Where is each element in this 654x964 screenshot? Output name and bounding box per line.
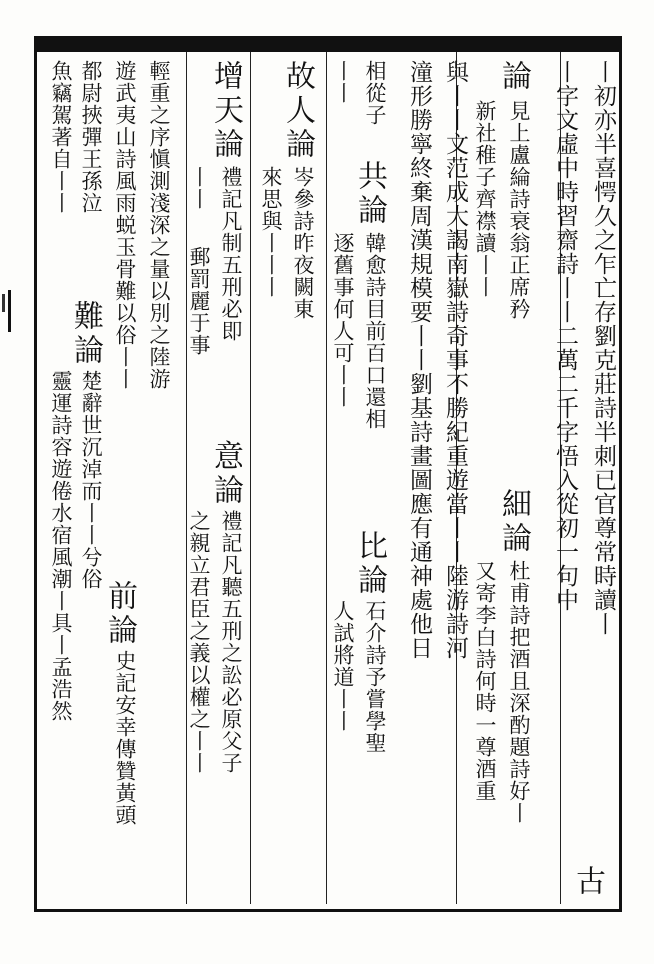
column-heading: 前論	[102, 580, 137, 648]
column-heading: 意論	[208, 440, 243, 508]
column-line: 都尉挾彈王孫泣	[79, 60, 103, 214]
column-heading: 比論	[352, 530, 387, 598]
binding-mark-bar	[8, 290, 11, 332]
column-heading: 論	[496, 60, 531, 94]
text-column-10	[246, 60, 292, 900]
column-line: 魚竊駕著自丨丨	[49, 60, 73, 214]
column-heading: 難論	[68, 300, 103, 368]
column-heading: 增天論	[208, 60, 243, 162]
column-line: 與丨丨文范成大謁南嶽詩奇事不勝紀重遊當丨丨陸游詩河	[442, 60, 468, 660]
column-line: 之親立君臣之義以權之丨丨	[187, 510, 211, 774]
column-line: 見上盧綸詩衰翁正席矜	[507, 100, 531, 320]
text-column-12	[174, 60, 220, 900]
column-line: 丨字文虛中時習齋詩丨丨二萬二千字悟入從初一句中	[552, 60, 578, 612]
column-line: 丨丨	[187, 166, 211, 210]
column-heading: 共論	[352, 160, 387, 228]
column-line: 輕重之序愼測淺深之量以別之陸游	[147, 60, 171, 390]
binding-mark	[0, 290, 30, 350]
column-line: 史記安幸傳贊黃頭	[113, 650, 137, 826]
column-heading: 細論	[496, 488, 531, 556]
column-line: 杜甫詩把酒且深酌題詩好丨	[507, 560, 531, 824]
column-line: 禮記凡聽五刑之訟必原父子	[219, 510, 243, 774]
top-black-rule	[34, 36, 619, 52]
column-line: 又寄李白詩何時一尊酒重	[473, 560, 497, 802]
column-line: 楚辭世沉淖而丨丨兮俗	[79, 370, 103, 590]
column-line: 丨丨	[331, 60, 355, 104]
column-line: 潼形勝寧終棄周漢規模要丨丨劉基詩畫圖應有通神處他日	[406, 60, 432, 660]
column-line: 禮記凡制五刑必即	[219, 166, 243, 342]
column-line: 人試將道丨丨	[331, 600, 355, 732]
text-column-16	[36, 60, 82, 900]
column-line: 石介詩予嘗學聖	[363, 600, 387, 754]
column-line: 韓愈詩目前百口還相	[363, 232, 387, 430]
column-line: 郵罰麗于事	[187, 246, 211, 356]
column-line: 相從子	[363, 60, 387, 126]
column-line: 新社稚子齊襟讀丨丨	[473, 100, 497, 298]
column-line: 岑參詩昨夜闕東	[291, 166, 315, 320]
text-column-8	[318, 60, 364, 900]
column-line-emphasis: 古	[570, 865, 605, 899]
column-heading: 故人論	[280, 60, 315, 162]
column-line: 來思與丨丨丨	[259, 166, 283, 298]
column-line: 遊武夷山詩風雨蜕玉骨難以俗丨丨	[113, 60, 137, 390]
column-line: 逐舊事何人可丨丨	[331, 232, 355, 408]
column-line: 靈運詩容遊倦水宿風潮丨具丨孟浩然	[49, 370, 73, 722]
binding-mark-bar-small	[2, 294, 5, 312]
column-line: 丨初亦半喜愕久之乍亡存劉克莊詩半刺已官尊常時讀丨	[590, 60, 616, 636]
